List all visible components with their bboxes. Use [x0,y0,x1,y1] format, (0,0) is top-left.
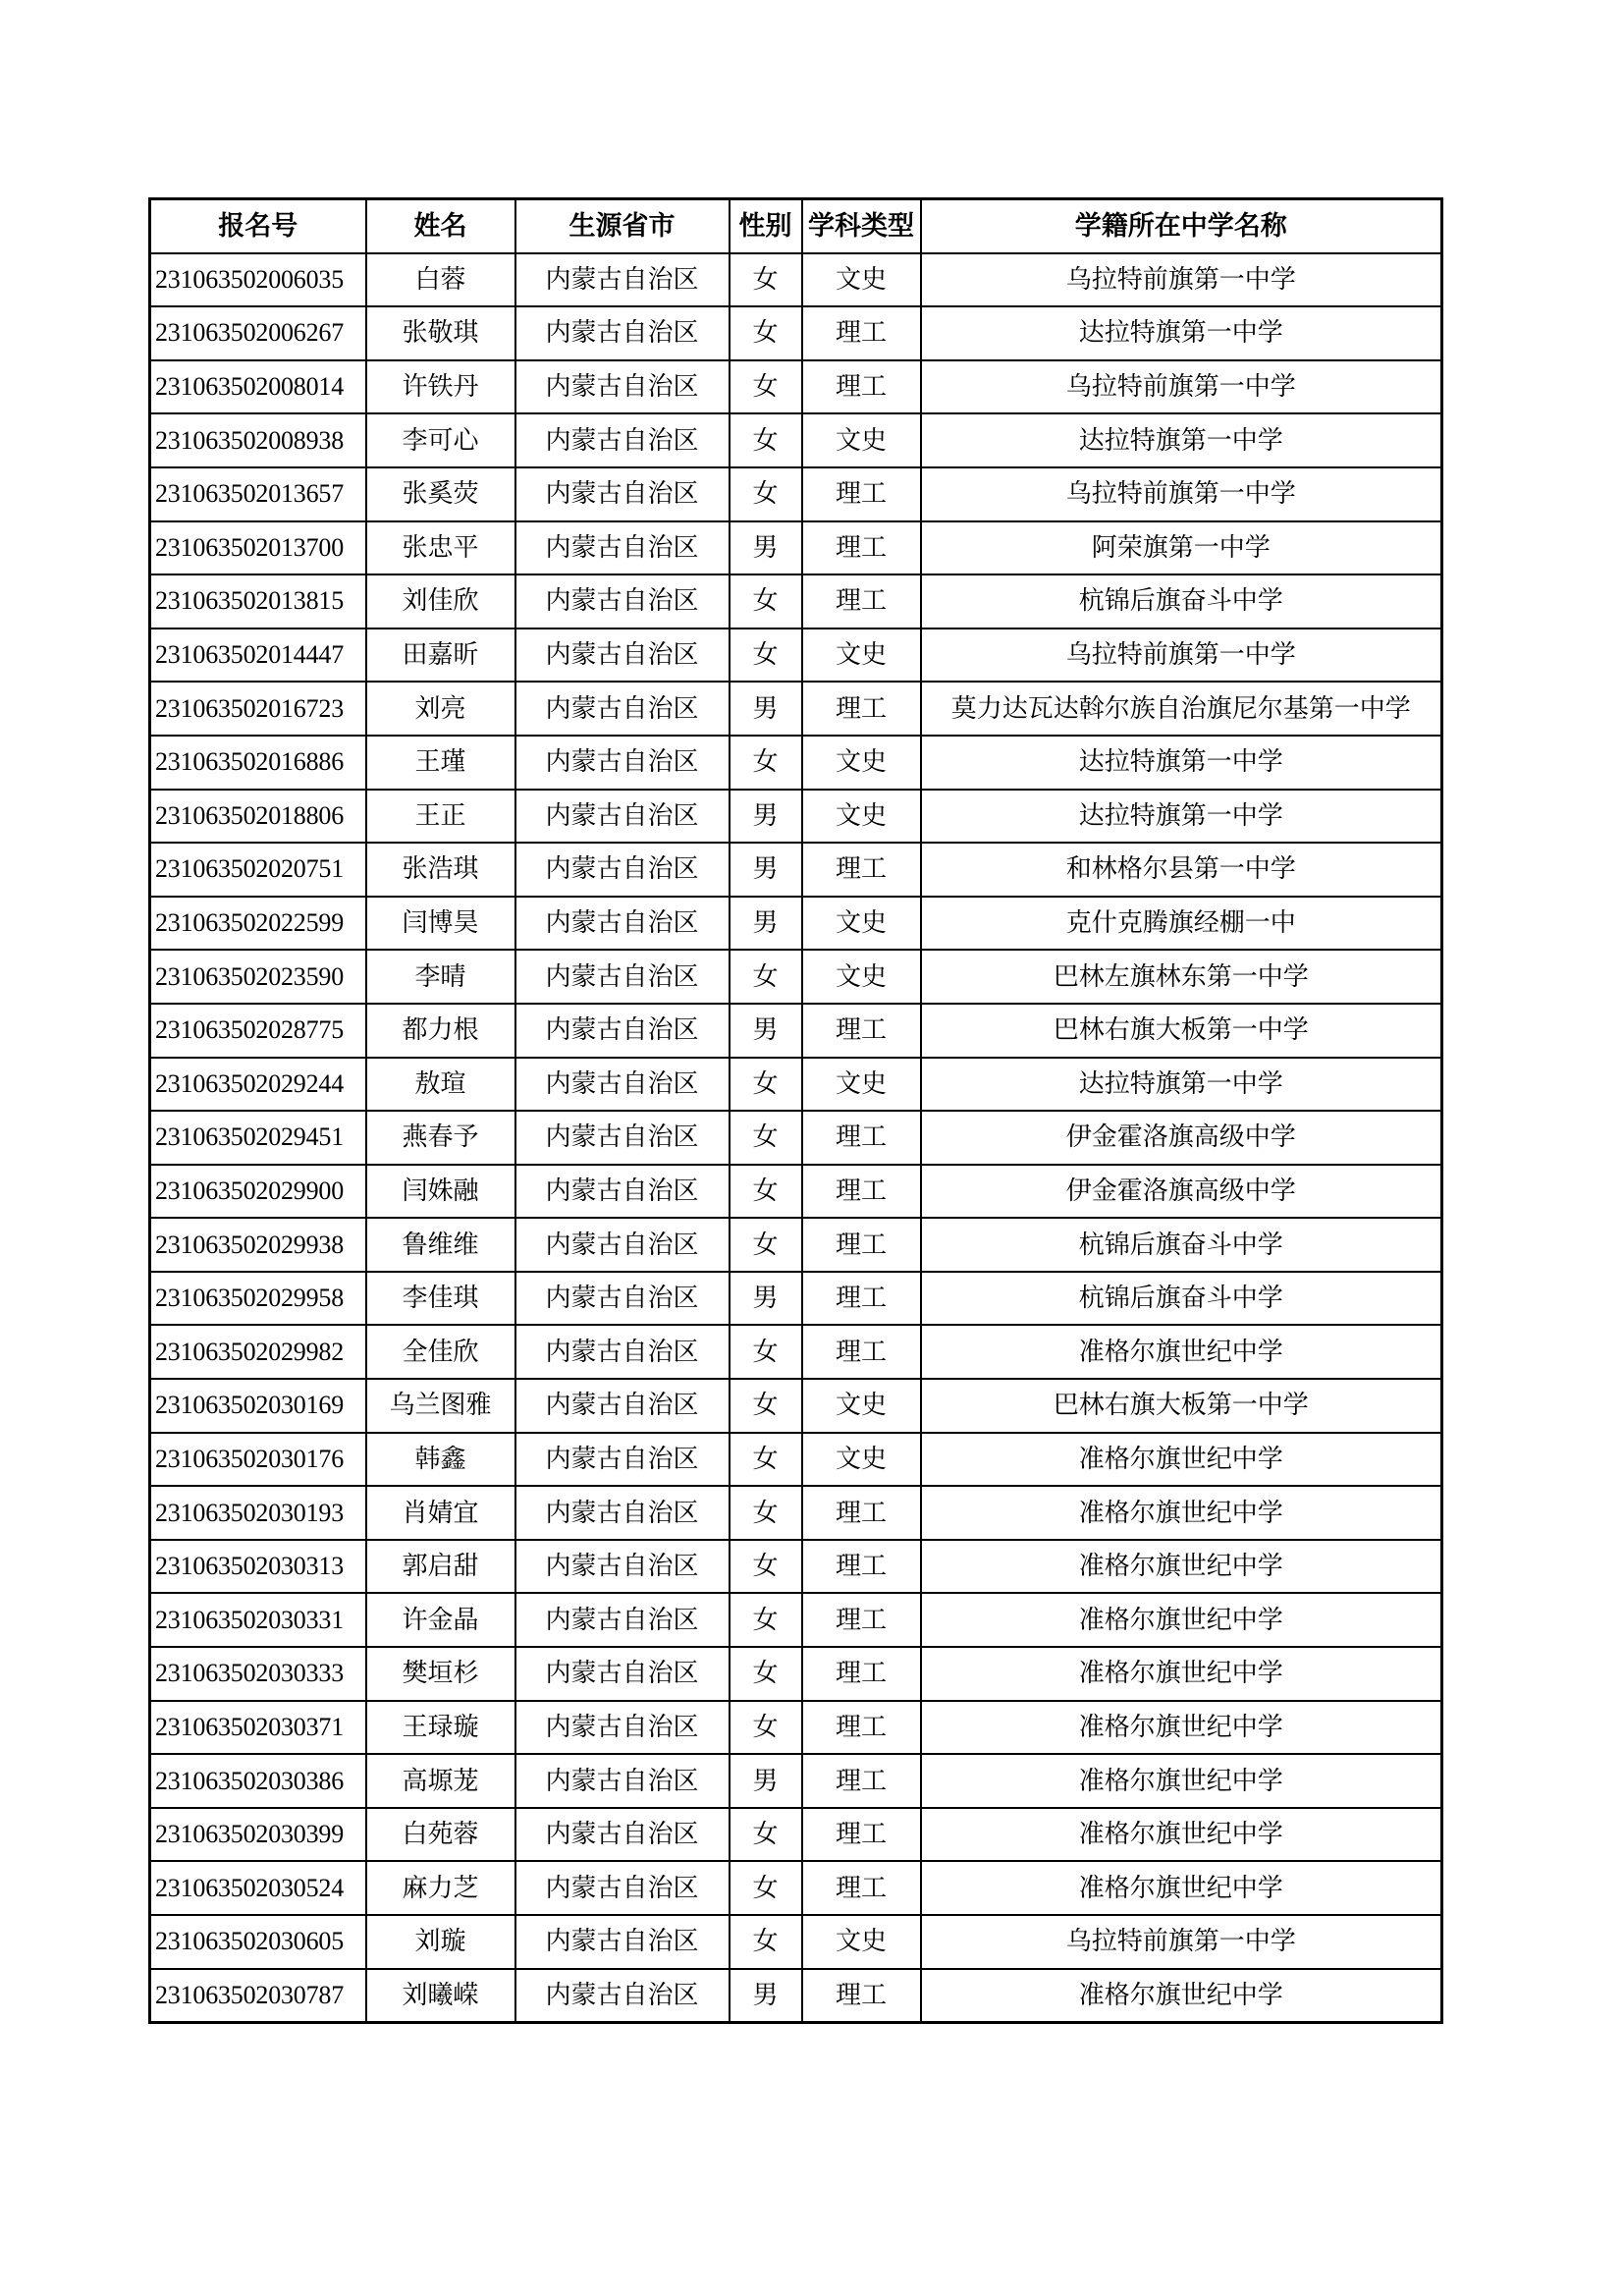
cell-name: 闫博昊 [366,897,515,951]
table-row [150,1058,1442,1112]
cell-subject-type: 理工 [802,1325,921,1379]
cell-school-name: 达拉特旗第一中学 [921,736,1442,790]
cell-registration-number: 231063502030193 [150,1486,366,1540]
cell-registration-number: 231063502029900 [150,1165,366,1219]
table-row [150,413,1442,467]
cell-name: 张浩琪 [366,843,515,897]
cell-school-name: 准格尔旗世纪中学 [921,1754,1442,1808]
cell-subject-type: 文史 [802,897,921,951]
cell-gender: 男 [730,897,802,951]
table-row [150,1701,1442,1755]
cell-registration-number: 231063502016886 [150,736,366,790]
cell-province: 内蒙古自治区 [515,1593,730,1647]
cell-subject-type: 理工 [802,1701,921,1755]
cell-name: 张奚荧 [366,467,515,521]
cell-subject-type: 理工 [802,1647,921,1701]
cell-gender: 男 [730,1754,802,1808]
table-row [150,1325,1442,1379]
cell-name: 许铁丹 [366,360,515,414]
cell-name: 李可心 [366,413,515,467]
cell-subject-type: 理工 [802,574,921,629]
cell-school-name: 克什克腾旗经棚一中 [921,897,1442,951]
cell-registration-number: 231063502030787 [150,1969,366,2023]
cell-gender: 女 [730,1701,802,1755]
cell-school-name: 准格尔旗世纪中学 [921,1325,1442,1379]
cell-school-name: 和林格尔县第一中学 [921,843,1442,897]
table-row [150,790,1442,844]
cell-registration-number: 231063502014447 [150,629,366,683]
cell-subject-type: 理工 [802,1218,921,1272]
cell-name: 敖瑄 [366,1058,515,1112]
table-row [150,1218,1442,1272]
table-row [150,1593,1442,1647]
cell-registration-number: 231063502030176 [150,1433,366,1487]
cell-school-name: 莫力达瓦达斡尔族自治旗尼尔基第一中学 [921,682,1442,736]
table-row [150,1540,1442,1594]
table-row [150,843,1442,897]
cell-name: 刘曦嵘 [366,1969,515,2023]
table-row [150,1808,1442,1862]
cell-subject-type: 理工 [802,1165,921,1219]
cell-subject-type: 文史 [802,950,921,1004]
cell-province: 内蒙古自治区 [515,1861,730,1915]
cell-gender: 男 [730,790,802,844]
cell-gender: 女 [730,1433,802,1487]
cell-province: 内蒙古自治区 [515,1218,730,1272]
table-row [150,1111,1442,1165]
cell-school-name: 杭锦后旗奋斗中学 [921,574,1442,629]
cell-province: 内蒙古自治区 [515,306,730,360]
cell-school-name: 准格尔旗世纪中学 [921,1540,1442,1594]
cell-registration-number: 231063502022599 [150,897,366,951]
cell-province: 内蒙古自治区 [515,1754,730,1808]
cell-subject-type: 理工 [802,467,921,521]
cell-gender: 女 [730,1325,802,1379]
cell-name: 闫姝融 [366,1165,515,1219]
cell-school-name: 乌拉特前旗第一中学 [921,253,1442,307]
table-row [150,574,1442,629]
cell-province: 内蒙古自治区 [515,1165,730,1219]
cell-name: 韩鑫 [366,1433,515,1487]
header-registration-number: 报名号 [150,199,366,253]
cell-subject-type: 理工 [802,360,921,414]
cell-school-name: 巴林左旗林东第一中学 [921,950,1442,1004]
cell-registration-number: 231063502028775 [150,1004,366,1058]
cell-registration-number: 231063502030524 [150,1861,366,1915]
cell-gender: 女 [730,1593,802,1647]
cell-subject-type: 理工 [802,1111,921,1165]
cell-province: 内蒙古自治区 [515,1111,730,1165]
cell-registration-number: 231063502030399 [150,1808,366,1862]
cell-name: 白蓉 [366,253,515,307]
cell-name: 刘亮 [366,682,515,736]
cell-name: 许金晶 [366,1593,515,1647]
cell-gender: 女 [730,360,802,414]
cell-name: 樊垣杉 [366,1647,515,1701]
cell-subject-type: 理工 [802,1808,921,1862]
cell-school-name: 乌拉特前旗第一中学 [921,629,1442,683]
cell-gender: 男 [730,1969,802,2023]
cell-subject-type: 理工 [802,306,921,360]
cell-gender: 男 [730,1272,802,1326]
cell-province: 内蒙古自治区 [515,574,730,629]
cell-name: 王正 [366,790,515,844]
cell-subject-type: 文史 [802,413,921,467]
cell-subject-type: 文史 [802,629,921,683]
cell-province: 内蒙古自治区 [515,629,730,683]
cell-province: 内蒙古自治区 [515,1004,730,1058]
cell-registration-number: 231063502030386 [150,1754,366,1808]
cell-registration-number: 231063502006267 [150,306,366,360]
cell-gender: 女 [730,629,802,683]
cell-gender: 女 [730,1165,802,1219]
table-row [150,629,1442,683]
cell-name: 都力根 [366,1004,515,1058]
cell-school-name: 达拉特旗第一中学 [921,413,1442,467]
cell-name: 高塬茏 [366,1754,515,1808]
cell-registration-number: 231063502029451 [150,1111,366,1165]
cell-gender: 女 [730,253,802,307]
table-row [150,1272,1442,1326]
cell-registration-number: 231063502013700 [150,521,366,575]
cell-province: 内蒙古自治区 [515,1540,730,1594]
cell-name: 王瑾 [366,736,515,790]
cell-name: 王琭璇 [366,1701,515,1755]
cell-registration-number: 231063502006035 [150,253,366,307]
roster-sheet [148,197,1440,2024]
table-row [150,521,1442,575]
table-row [150,1486,1442,1540]
cell-subject-type: 理工 [802,1486,921,1540]
cell-registration-number: 231063502018806 [150,790,366,844]
cell-subject-type: 理工 [802,1540,921,1594]
cell-gender: 女 [730,574,802,629]
header-subject-type: 学科类型 [802,199,921,253]
cell-name: 燕春予 [366,1111,515,1165]
cell-province: 内蒙古自治区 [515,843,730,897]
cell-registration-number: 231063502008014 [150,360,366,414]
cell-school-name: 乌拉特前旗第一中学 [921,360,1442,414]
roster-body [150,253,1442,2023]
cell-school-name: 准格尔旗世纪中学 [921,1808,1442,1862]
cell-subject-type: 理工 [802,1593,921,1647]
cell-subject-type: 文史 [802,790,921,844]
cell-name: 郭启甜 [366,1540,515,1594]
table-row [150,306,1442,360]
cell-gender: 女 [730,413,802,467]
cell-registration-number: 231063502029958 [150,1272,366,1326]
cell-name: 张忠平 [366,521,515,575]
cell-province: 内蒙古自治区 [515,521,730,575]
cell-province: 内蒙古自治区 [515,897,730,951]
cell-registration-number: 231063502030333 [150,1647,366,1701]
cell-gender: 女 [730,467,802,521]
cell-registration-number: 231063502008938 [150,413,366,467]
cell-province: 内蒙古自治区 [515,950,730,1004]
cell-school-name: 乌拉特前旗第一中学 [921,467,1442,521]
cell-province: 内蒙古自治区 [515,682,730,736]
cell-registration-number: 231063502030331 [150,1593,366,1647]
table-row [150,1379,1442,1433]
cell-registration-number: 231063502030605 [150,1915,366,1969]
cell-school-name: 达拉特旗第一中学 [921,1058,1442,1112]
table-row [150,1915,1442,1969]
cell-gender: 女 [730,1218,802,1272]
cell-province: 内蒙古自治区 [515,1915,730,1969]
cell-gender: 女 [730,1540,802,1594]
cell-gender: 男 [730,682,802,736]
cell-subject-type: 理工 [802,1754,921,1808]
cell-registration-number: 231063502013815 [150,574,366,629]
cell-province: 内蒙古自治区 [515,1433,730,1487]
table-row [150,1861,1442,1915]
cell-subject-type: 理工 [802,682,921,736]
cell-province: 内蒙古自治区 [515,1701,730,1755]
cell-gender: 男 [730,843,802,897]
header-gender: 性别 [730,199,802,253]
cell-registration-number: 231063502016723 [150,682,366,736]
cell-province: 内蒙古自治区 [515,1272,730,1326]
cell-subject-type: 文史 [802,1058,921,1112]
cell-subject-type: 文史 [802,1915,921,1969]
cell-gender: 女 [730,1861,802,1915]
cell-school-name: 阿荣旗第一中学 [921,521,1442,575]
cell-name: 肖婧宜 [366,1486,515,1540]
cell-school-name: 杭锦后旗奋斗中学 [921,1218,1442,1272]
cell-province: 内蒙古自治区 [515,1486,730,1540]
cell-school-name: 准格尔旗世纪中学 [921,1593,1442,1647]
cell-province: 内蒙古自治区 [515,413,730,467]
cell-registration-number: 231063502013657 [150,467,366,521]
student-roster-table [148,197,1443,2024]
cell-school-name: 准格尔旗世纪中学 [921,1701,1442,1755]
cell-province: 内蒙古自治区 [515,1058,730,1112]
cell-registration-number: 231063502030169 [150,1379,366,1433]
table-row [150,682,1442,736]
header-name: 姓名 [366,199,515,253]
cell-school-name: 准格尔旗世纪中学 [921,1861,1442,1915]
table-row [150,467,1442,521]
cell-school-name: 伊金霍洛旗高级中学 [921,1111,1442,1165]
cell-name: 全佳欣 [366,1325,515,1379]
cell-registration-number: 231063502030371 [150,1701,366,1755]
header-row [150,199,1442,253]
cell-name: 李佳琪 [366,1272,515,1326]
cell-name: 刘璇 [366,1915,515,1969]
table-row [150,1647,1442,1701]
table-row [150,1754,1442,1808]
table-row [150,897,1442,951]
cell-school-name: 达拉特旗第一中学 [921,306,1442,360]
cell-subject-type: 理工 [802,1004,921,1058]
cell-province: 内蒙古自治区 [515,790,730,844]
cell-subject-type: 文史 [802,736,921,790]
cell-gender: 女 [730,1379,802,1433]
cell-province: 内蒙古自治区 [515,1647,730,1701]
cell-registration-number: 231063502029244 [150,1058,366,1112]
table-row [150,1165,1442,1219]
cell-school-name: 巴林右旗大板第一中学 [921,1379,1442,1433]
cell-school-name: 准格尔旗世纪中学 [921,1647,1442,1701]
table-row [150,360,1442,414]
header-school-name: 学籍所在中学名称 [921,199,1442,253]
cell-gender: 女 [730,1486,802,1540]
table-row [150,1969,1442,2023]
cell-province: 内蒙古自治区 [515,1808,730,1862]
cell-registration-number: 231063502029982 [150,1325,366,1379]
cell-subject-type: 理工 [802,521,921,575]
cell-registration-number: 231063502020751 [150,843,366,897]
cell-name: 刘佳欣 [366,574,515,629]
cell-gender: 男 [730,521,802,575]
cell-registration-number: 231063502030313 [150,1540,366,1594]
cell-school-name: 杭锦后旗奋斗中学 [921,1272,1442,1326]
header-province: 生源省市 [515,199,730,253]
cell-school-name: 乌拉特前旗第一中学 [921,1915,1442,1969]
table-row [150,253,1442,307]
cell-school-name: 巴林右旗大板第一中学 [921,1004,1442,1058]
cell-subject-type: 理工 [802,1861,921,1915]
table-row [150,950,1442,1004]
cell-school-name: 准格尔旗世纪中学 [921,1433,1442,1487]
cell-gender: 男 [730,1004,802,1058]
cell-gender: 女 [730,1058,802,1112]
cell-name: 麻力芝 [366,1861,515,1915]
cell-school-name: 达拉特旗第一中学 [921,790,1442,844]
cell-subject-type: 文史 [802,253,921,307]
cell-province: 内蒙古自治区 [515,1325,730,1379]
cell-province: 内蒙古自治区 [515,467,730,521]
cell-registration-number: 231063502029938 [150,1218,366,1272]
table-row [150,1004,1442,1058]
cell-name: 张敬琪 [366,306,515,360]
cell-subject-type: 理工 [802,843,921,897]
cell-registration-number: 231063502023590 [150,950,366,1004]
cell-gender: 女 [730,950,802,1004]
cell-name: 乌兰图雅 [366,1379,515,1433]
cell-subject-type: 理工 [802,1272,921,1326]
cell-gender: 女 [730,1111,802,1165]
cell-province: 内蒙古自治区 [515,1969,730,2023]
cell-gender: 女 [730,306,802,360]
cell-name: 李晴 [366,950,515,1004]
cell-school-name: 准格尔旗世纪中学 [921,1969,1442,2023]
cell-province: 内蒙古自治区 [515,736,730,790]
cell-name: 田嘉昕 [366,629,515,683]
cell-subject-type: 文史 [802,1379,921,1433]
cell-province: 内蒙古自治区 [515,360,730,414]
cell-gender: 女 [730,1808,802,1862]
cell-subject-type: 文史 [802,1433,921,1487]
cell-gender: 女 [730,1647,802,1701]
table-row [150,736,1442,790]
table-row [150,1433,1442,1487]
cell-school-name: 伊金霍洛旗高级中学 [921,1165,1442,1219]
cell-name: 鲁维维 [366,1218,515,1272]
cell-province: 内蒙古自治区 [515,253,730,307]
cell-school-name: 准格尔旗世纪中学 [921,1486,1442,1540]
cell-gender: 女 [730,1915,802,1969]
cell-province: 内蒙古自治区 [515,1379,730,1433]
cell-subject-type: 理工 [802,1969,921,2023]
cell-gender: 女 [730,736,802,790]
cell-name: 白苑蓉 [366,1808,515,1862]
